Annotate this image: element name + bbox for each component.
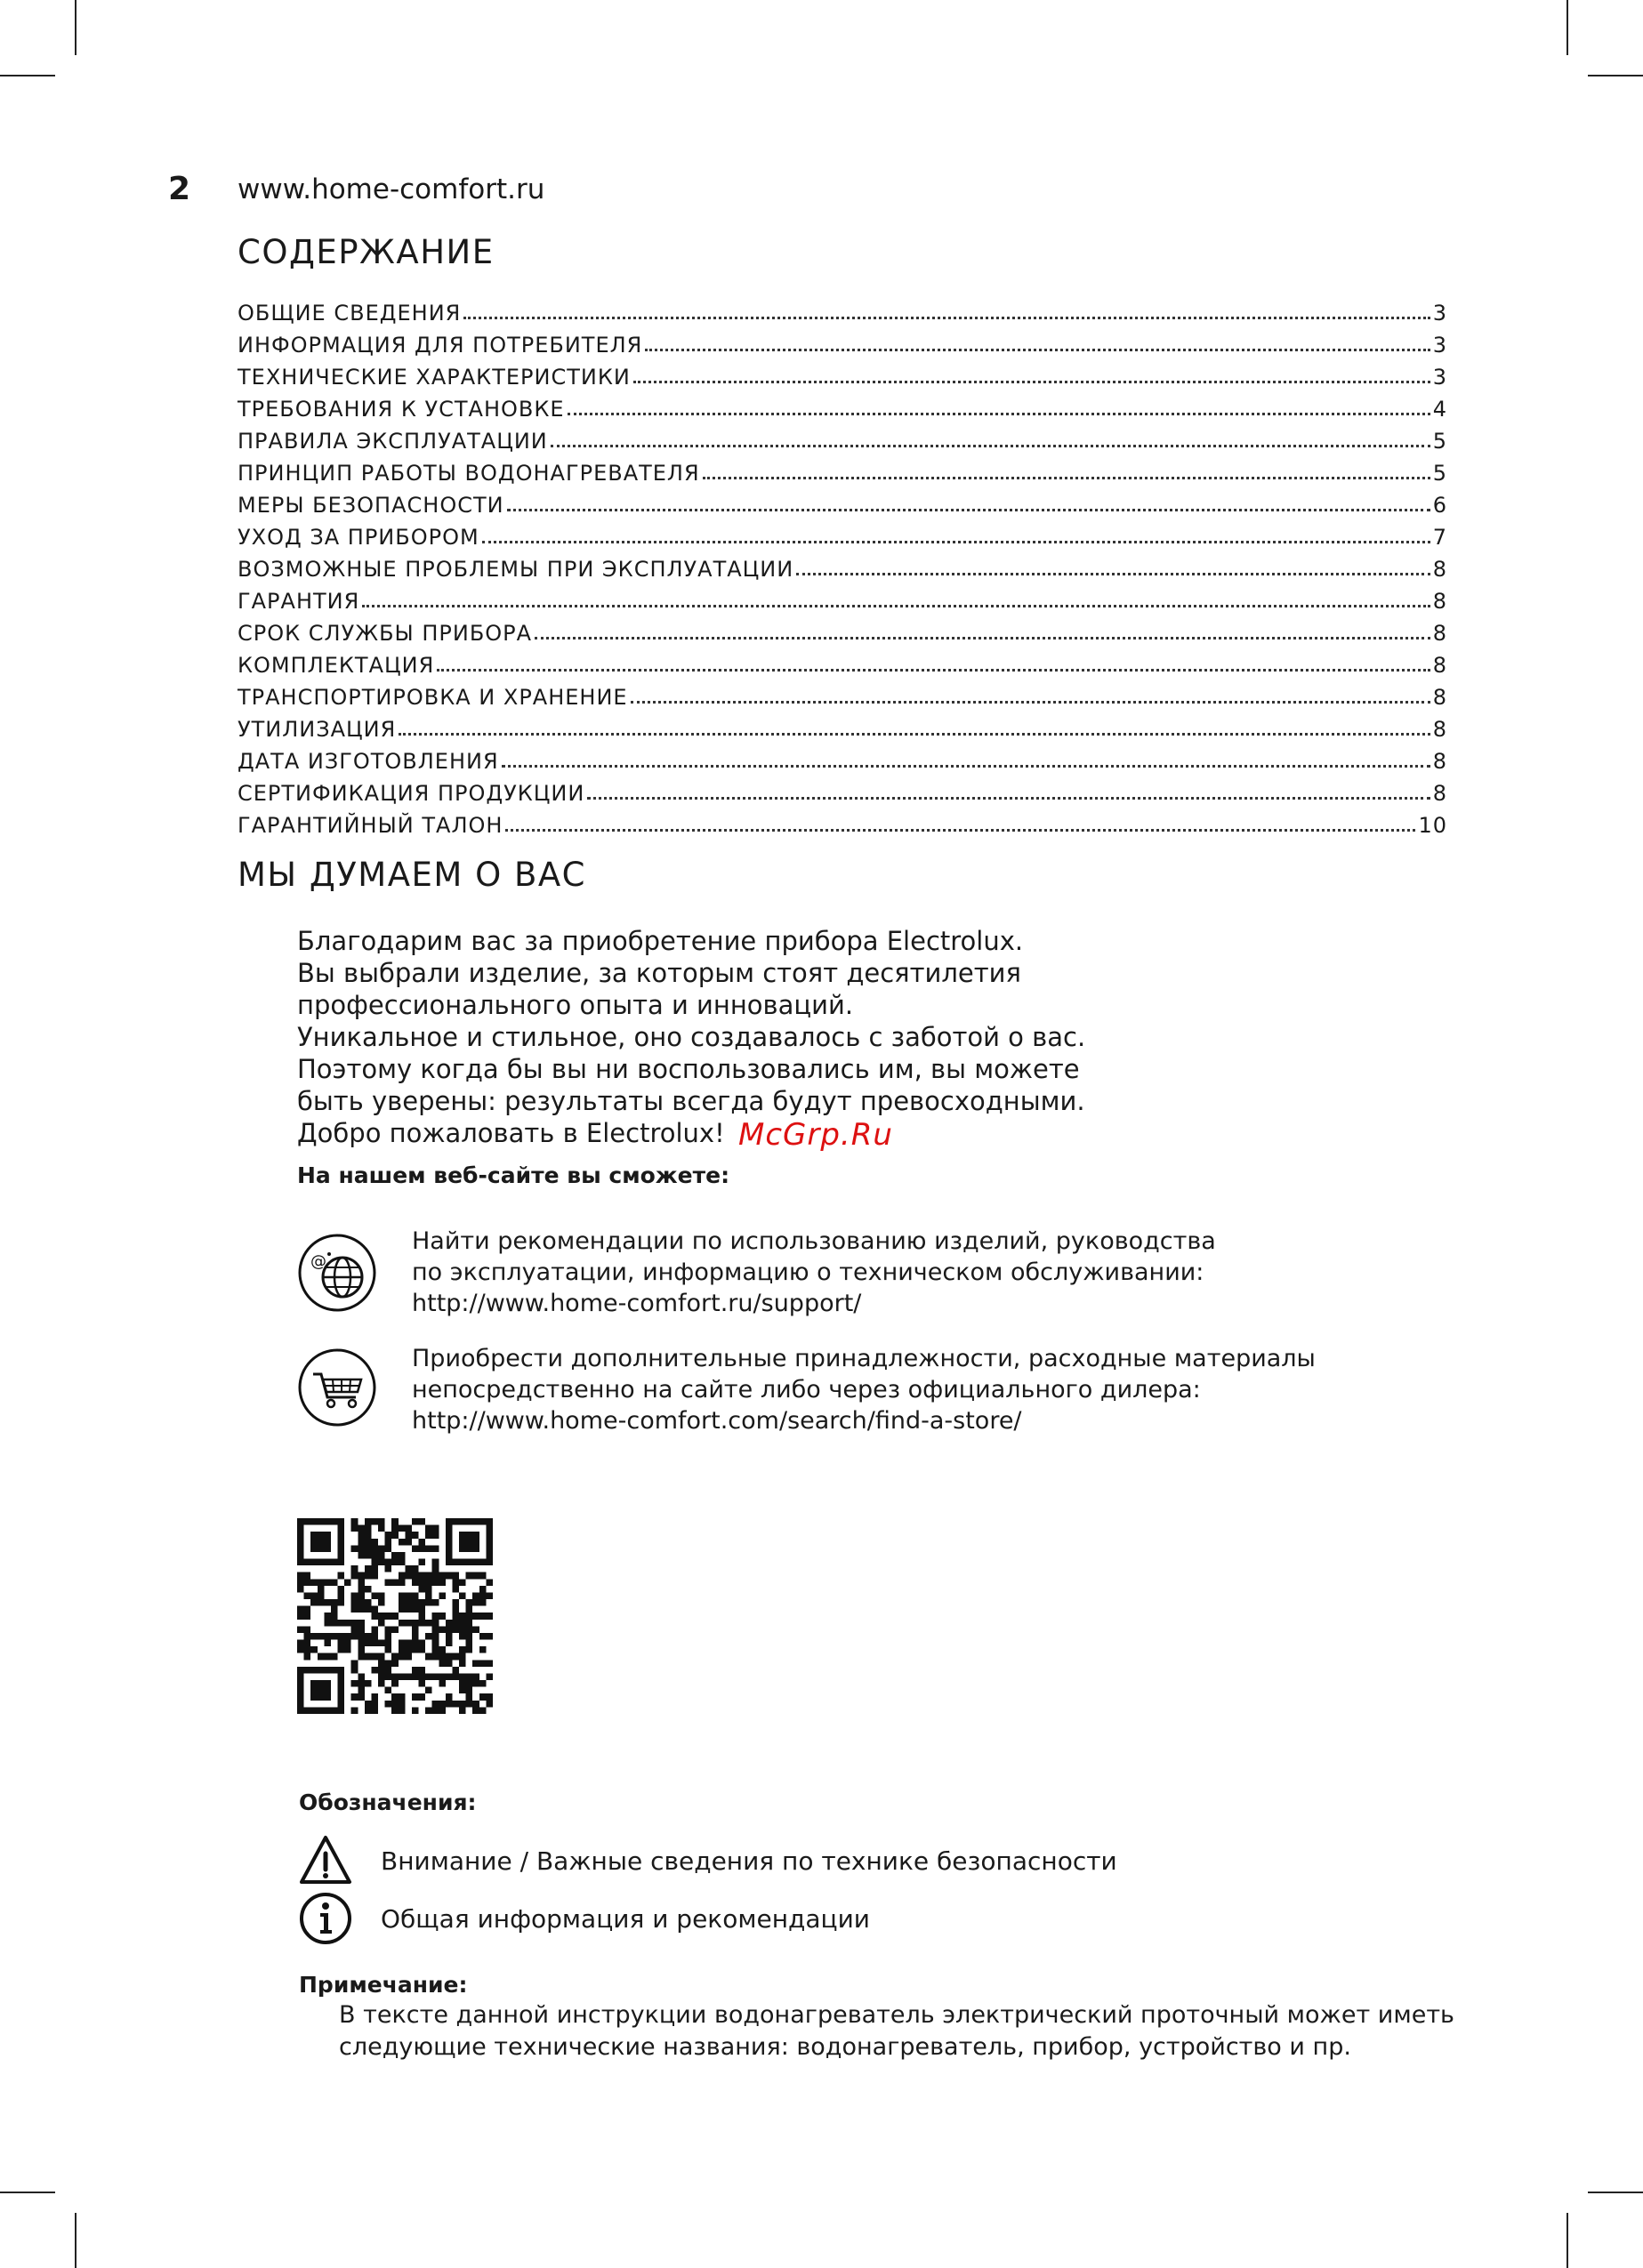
note-heading: Примечание: bbox=[299, 1972, 468, 1998]
toc-item[interactable]: УХОД ЗА ПРИБОРОМ 7 bbox=[238, 525, 1447, 550]
crop-mark bbox=[1566, 2213, 1568, 2268]
legend-heading: Обозначения: bbox=[299, 1789, 477, 1815]
toc-item[interactable]: ТРАНСПОРТИРОВКА И ХРАНЕНИЕ 8 bbox=[238, 685, 1447, 710]
toc-item[interactable]: МЕРЫ БЕЗОПАСНОСТИ 6 bbox=[238, 493, 1447, 518]
toc-item[interactable]: ОБЩИЕ СВЕДЕНИЯ 3 bbox=[238, 301, 1447, 326]
toc-item[interactable]: УТИЛИЗАЦИЯ 8 bbox=[238, 717, 1447, 742]
warning-icon bbox=[299, 1834, 352, 1887]
intro-line: Благодарим вас за приобретение прибора Electrolux. bbox=[297, 926, 1024, 956]
toc-item[interactable]: ВОЗМОЖНЫЕ ПРОБЛЕМЫ ПРИ ЭКСПЛУАТАЦИИ 8 bbox=[238, 557, 1447, 582]
crop-mark bbox=[75, 2213, 77, 2268]
toc-item[interactable]: ПРАВИЛА ЭКСПЛУАТАЦИИ 5 bbox=[238, 429, 1447, 454]
support-link[interactable]: http://www.home-comfort.ru/support/ bbox=[412, 1290, 862, 1317]
watermark: McGrp.Ru bbox=[738, 1117, 893, 1153]
intro-line: Поэтому когда бы вы ни воспользовались им, вы можете bbox=[297, 1054, 1080, 1084]
toc-item[interactable]: ГАРАНТИЯ 8 bbox=[238, 589, 1447, 614]
toc-item[interactable]: ГАРАНТИЙНЫЙ ТАЛОН 10 bbox=[238, 813, 1447, 838]
toc-item[interactable]: ПРИНЦИП РАБОТЫ ВОДОНАГРЕВАТЕЛЯ 5 bbox=[238, 461, 1447, 486]
feature-support: Найти рекомендации по использованию изделий, руководства по эксплуатации, информацию о техническом обслуживании: http://www.home-comfort.ru/support/ bbox=[412, 1227, 1216, 1317]
intro-line: Добро пожаловать в Electrolux! bbox=[297, 1118, 725, 1148]
intro-line: Уникальное и стильное, оно создавалось с заботой о вас. bbox=[297, 1022, 1086, 1052]
intro-line: быть уверены: результаты всегда будут превосходными. bbox=[297, 1086, 1085, 1116]
svg-text:@: @ bbox=[310, 1252, 326, 1271]
crop-mark bbox=[0, 2192, 55, 2193]
toc-item[interactable]: СЕРТИФИКАЦИЯ ПРОДУКЦИИ 8 bbox=[238, 781, 1447, 806]
crop-mark bbox=[1566, 0, 1568, 55]
crop-mark bbox=[0, 75, 55, 76]
store-link[interactable]: http://www.home-comfort.com/search/find-a-store/ bbox=[412, 1407, 1022, 1435]
intro-line: Вы выбрали изделие, за которым стоят десятилетия bbox=[297, 958, 1021, 988]
page-number: 2 bbox=[168, 171, 191, 207]
qr-code[interactable] bbox=[297, 1518, 493, 1714]
feature-store: Приобрести дополнительные принадлежности, расходные материалы непосредственно на сайте либо через официального дилера: http://www.home-comfort.com/search/find-a-store/ bbox=[412, 1345, 1316, 1435]
intro-line: профессионального опыта и инноваций. bbox=[297, 990, 854, 1020]
note-text: В тексте данной инструкции водонагреватель электрический проточный может иметь следующие технические названия: водонагреватель, прибор, устройство и пр. bbox=[339, 2001, 1454, 2061]
toc-item[interactable]: СРОК СЛУЖБЫ ПРИБОРА 8 bbox=[238, 621, 1447, 646]
table-of-contents bbox=[238, 294, 1447, 838]
header-site-url[interactable]: www.home-comfort.ru bbox=[238, 173, 545, 205]
toc-item[interactable]: КОМПЛЕКТАЦИЯ 8 bbox=[238, 653, 1447, 678]
toc-title: СОДЕРЖАНИЕ bbox=[238, 233, 495, 271]
toc-item[interactable]: ИНФОРМАЦИЯ ДЛЯ ПОТРЕБИТЕЛЯ 3 bbox=[238, 333, 1447, 358]
toc-item[interactable]: ТРЕБОВАНИЯ К УСТАНОВКЕ 4 bbox=[238, 397, 1447, 422]
crop-mark bbox=[1588, 2192, 1643, 2193]
toc-item[interactable]: ТЕХНИЧЕСКИЕ ХАРАКТЕРИСТИКИ 3 bbox=[238, 365, 1447, 390]
about-intro bbox=[297, 925, 1085, 1149]
crop-mark bbox=[75, 0, 77, 55]
crop-mark bbox=[1588, 75, 1643, 76]
info-icon bbox=[299, 1892, 352, 1945]
cart-icon bbox=[297, 1347, 377, 1428]
legend-warning-text: Внимание / Важные сведения по технике безопасности bbox=[381, 1846, 1117, 1876]
globe-icon bbox=[297, 1233, 377, 1313]
about-title: МЫ ДУМАЕМ О ВАС bbox=[238, 856, 586, 894]
toc-item[interactable]: ДАТА ИЗГОТОВЛЕНИЯ 8 bbox=[238, 749, 1447, 774]
web-heading: На нашем веб-сайте вы сможете: bbox=[297, 1162, 730, 1188]
legend-info-text: Общая информация и рекомендации bbox=[381, 1904, 870, 1934]
